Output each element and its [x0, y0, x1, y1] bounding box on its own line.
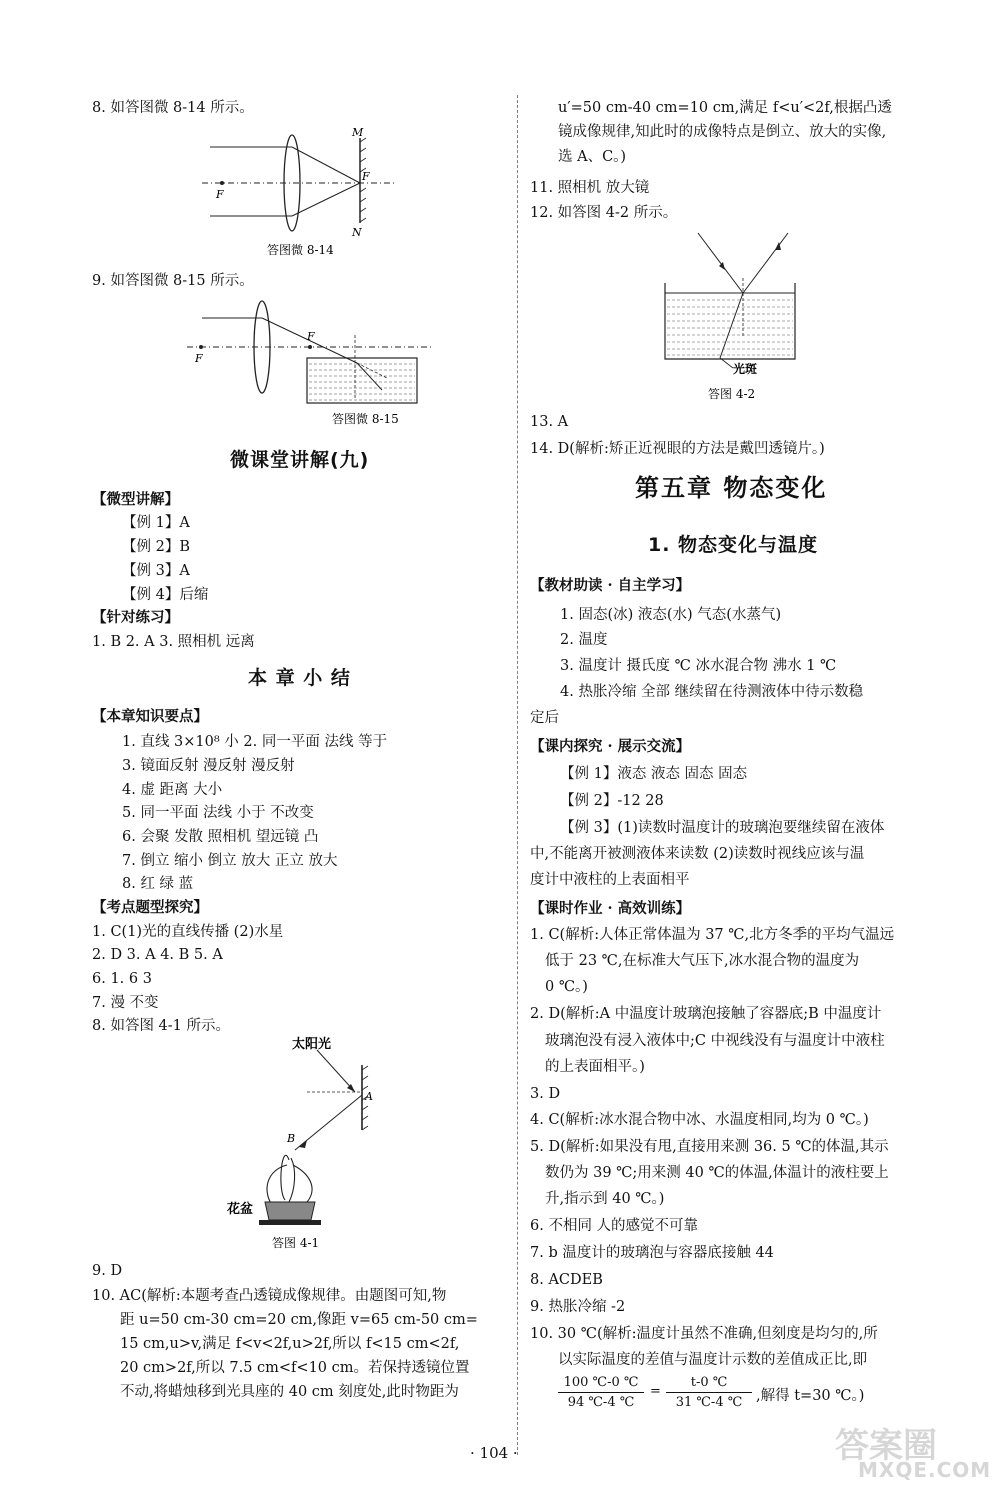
figure-caption: 答图 4-2	[708, 387, 756, 401]
exam-7: 7. 漫 不变	[92, 995, 159, 1011]
knowledge-4: 4. 虚 距离 大小	[122, 782, 223, 798]
label-M: M	[352, 126, 364, 139]
reading-4: 4. 热胀冷缩 全部 继续留在待测液体中待示数稳	[560, 684, 864, 700]
cont-10-line3: 选 A、C。)	[558, 149, 627, 165]
chapter-title: 第五章 物态变化	[635, 474, 828, 502]
section-exam-topics: 【考点题型探究】	[92, 899, 208, 916]
heading-chapter-summary: 本 章 小 结	[248, 667, 351, 689]
column-divider	[517, 95, 518, 1455]
explore-example-3-line1: 【例 3】(1)读数时温度计的玻璃泡要继续留在液体	[560, 820, 885, 836]
hw-6: 6. 不相同 人的感觉不可靠	[530, 1218, 699, 1234]
example-4: 【例 4】后缩	[122, 587, 209, 603]
knowledge-7: 7. 倒立 缩小 倒立 放大 正立 放大	[122, 853, 338, 869]
exam-2-5: 2. D 3. A 4. B 5. A	[92, 947, 223, 963]
label-light-spot: 光斑	[733, 362, 758, 376]
exam-10-line2: 距 u=50 cm-30 cm=20 cm,像距 v=65 cm-50 cm=	[120, 1312, 478, 1328]
answer-12: 12. 如答图 4-2 所示。	[530, 205, 678, 221]
section-knowledge-points: 【本章知识要点】	[92, 708, 208, 725]
answer-9: 9. 如答图微 8-15 所示。	[92, 273, 254, 289]
hw-2-line2: 玻璃泡没有浸入液体中;C 中视线没有与温度计中液柱	[545, 1033, 885, 1049]
label-flowerpot: 花盆	[227, 1202, 254, 1217]
section-title: 1. 物态变化与温度	[648, 534, 819, 556]
example-2: 【例 2】B	[122, 539, 190, 555]
exam-6: 6. 1. 6 3	[92, 971, 152, 987]
practice-answers: 1. B 2. A 3. 照相机 远离	[92, 634, 255, 650]
page-number: · 104 ·	[470, 1444, 518, 1462]
equals-sign: =	[650, 1384, 661, 1399]
knowledge-5: 5. 同一平面 法线 小于 不改变	[122, 805, 314, 821]
hw-5-line3: 升,指示到 40 ℃。)	[545, 1191, 665, 1207]
heading-micro-lecture: 微课堂讲解(九)	[230, 449, 370, 471]
hw-9: 9. 热胀冷缩 -2	[530, 1299, 626, 1315]
figure-caption: 答图微 8-15	[332, 412, 399, 426]
fraction-1-denominator: 94 ℃-4 ℃	[567, 1395, 635, 1410]
example-1: 【例 1】A	[122, 515, 190, 531]
watermark-url: MXQE.COM	[858, 1458, 992, 1482]
figure-4-2	[663, 228, 863, 408]
figure-caption: 答图 4-1	[272, 1236, 320, 1250]
cont-10-line2: 镜成像规律,知此时的成像特点是倒立、放大的实像,	[558, 124, 887, 140]
knowledge-1: 1. 直线 3×10⁸ 小 2. 同一平面 法线 等于	[122, 734, 388, 750]
fraction-2-numerator: t-0 ℃	[666, 1374, 752, 1393]
fraction-1-numerator: 100 ℃-0 ℃	[558, 1374, 644, 1393]
explore-example-2: 【例 2】-12 28	[560, 793, 664, 809]
hw-4: 4. C(解析:冰水混合物中冰、水温度相同,均为 0 ℃。)	[530, 1112, 869, 1128]
answer-14: 14. D(解析:矫正近视眼的方法是戴凹透镜片。)	[530, 441, 825, 457]
reading-3: 3. 温度计 摄氏度 ℃ 冰水混合物 沸水 1 ℃	[560, 658, 837, 674]
hw-10-line2: 以实际温度的差值与温度计示数的差值成正比,即	[558, 1352, 868, 1368]
hw-7: 7. b 温度计的玻璃泡与容器底接触 44	[530, 1245, 774, 1261]
section-textbook-reading: 【教材助读 · 自主学习】	[530, 577, 691, 594]
hw-1-line3: 0 ℃。)	[545, 979, 588, 995]
exam-10-line5: 不动,将蜡烛移到光具座的 40 cm 刻度处,此时物距为	[120, 1384, 459, 1400]
watermark-logo: 答案圈	[835, 1426, 937, 1466]
hw-1-line2: 低于 23 ℃,在标准大气压下,冰水混合物的温度为	[545, 953, 860, 969]
label-sunlight: 太阳光	[292, 1037, 332, 1052]
section-homework: 【课时作业 · 高效训练】	[530, 900, 691, 917]
exam-10-line3: 15 cm,u>v,满足 f<v<2f,u>2f,所以 f<15 cm<2f,	[120, 1336, 460, 1352]
explore-example-3-line2: 中,不能离开被测液体来读数 (2)读数时视线应该与温	[530, 846, 865, 862]
hw-1-line1: 1. C(解析:人体正常体温为 37 ℃,北方冬季的平均气温远	[530, 927, 895, 943]
hw-8: 8. ACDEB	[530, 1272, 603, 1288]
section-practice: 【针对练习】	[92, 609, 179, 626]
label-F-left: F	[195, 352, 203, 365]
example-3: 【例 3】A	[122, 563, 190, 579]
knowledge-8: 8. 红 绿 蓝	[122, 876, 194, 892]
label-B: B	[287, 1132, 296, 1145]
label-N: N	[352, 226, 362, 239]
hw-2-line3: 的上表面相平。)	[545, 1059, 645, 1075]
fraction-2-denominator: 31 ℃-4 ℃	[675, 1395, 743, 1410]
explore-example-1: 【例 1】液态 液态 固态 固态	[560, 766, 748, 782]
label-F-left: F	[216, 188, 224, 201]
figure-4-1	[227, 1037, 397, 1255]
equation-result: ,解得 t=30 ℃。)	[756, 1388, 865, 1404]
figure-8-15	[187, 300, 437, 435]
exam-10-line4: 20 cm>2f,所以 7.5 cm<f<10 cm。若保持透镜位置	[120, 1360, 470, 1376]
figure-8-14	[202, 128, 402, 263]
hw-10-line1: 10. 30 ℃(解析:温度计虽然不准确,但刻度是均匀的,所	[530, 1326, 878, 1342]
answer-13: 13. A	[530, 414, 569, 430]
label-F-right: F	[307, 330, 315, 343]
knowledge-3: 3. 镜面反射 漫反射 漫反射	[122, 758, 295, 774]
exam-10-line1: 10. AC(解析:本题考查凸透镜成像规律。由题图可知,物	[92, 1288, 447, 1304]
explore-example-3-line3: 度计中液柱的上表面相平	[530, 872, 690, 888]
exam-9: 9. D	[92, 1263, 123, 1279]
section-class-explore: 【课内探究 · 展示交流】	[530, 738, 691, 755]
answer-11: 11. 照相机 放大镜	[530, 180, 650, 196]
reading-4-cont: 定后	[530, 710, 559, 726]
figure-caption: 答图微 8-14	[267, 243, 334, 257]
exam-1: 1. C(1)光的直线传播 (2)水星	[92, 924, 284, 940]
exam-8: 8. 如答图 4-1 所示。	[92, 1018, 231, 1034]
hw-3: 3. D	[530, 1086, 561, 1102]
hw-5-line1: 5. D(解析:如果没有甩,直接用来测 36. 5 ℃的体温,其示	[530, 1139, 889, 1155]
hw-5-line2: 数仍为 39 ℃;用来测 40 ℃的体温,体温计的液柱要上	[545, 1165, 889, 1181]
section-micro: 【微型讲解】	[92, 491, 179, 508]
label-F-right: F	[362, 170, 370, 183]
cont-10-line1: u′=50 cm-40 cm=10 cm,满足 f<u′<2f,根据凸透	[558, 100, 892, 116]
hw-2-line1: 2. D(解析:A 中温度计玻璃泡接触了容器底;B 中温度计	[530, 1006, 882, 1022]
knowledge-6: 6. 会聚 发散 照相机 望远镜 凸	[122, 829, 319, 845]
label-A: A	[365, 1090, 373, 1103]
reading-1: 1. 固态(冰) 液态(水) 气态(水蒸气)	[560, 607, 782, 623]
hw-10-equation	[558, 1374, 958, 1418]
answer-8: 8. 如答图微 8-14 所示。	[92, 100, 254, 116]
reading-2: 2. 温度	[560, 632, 608, 648]
